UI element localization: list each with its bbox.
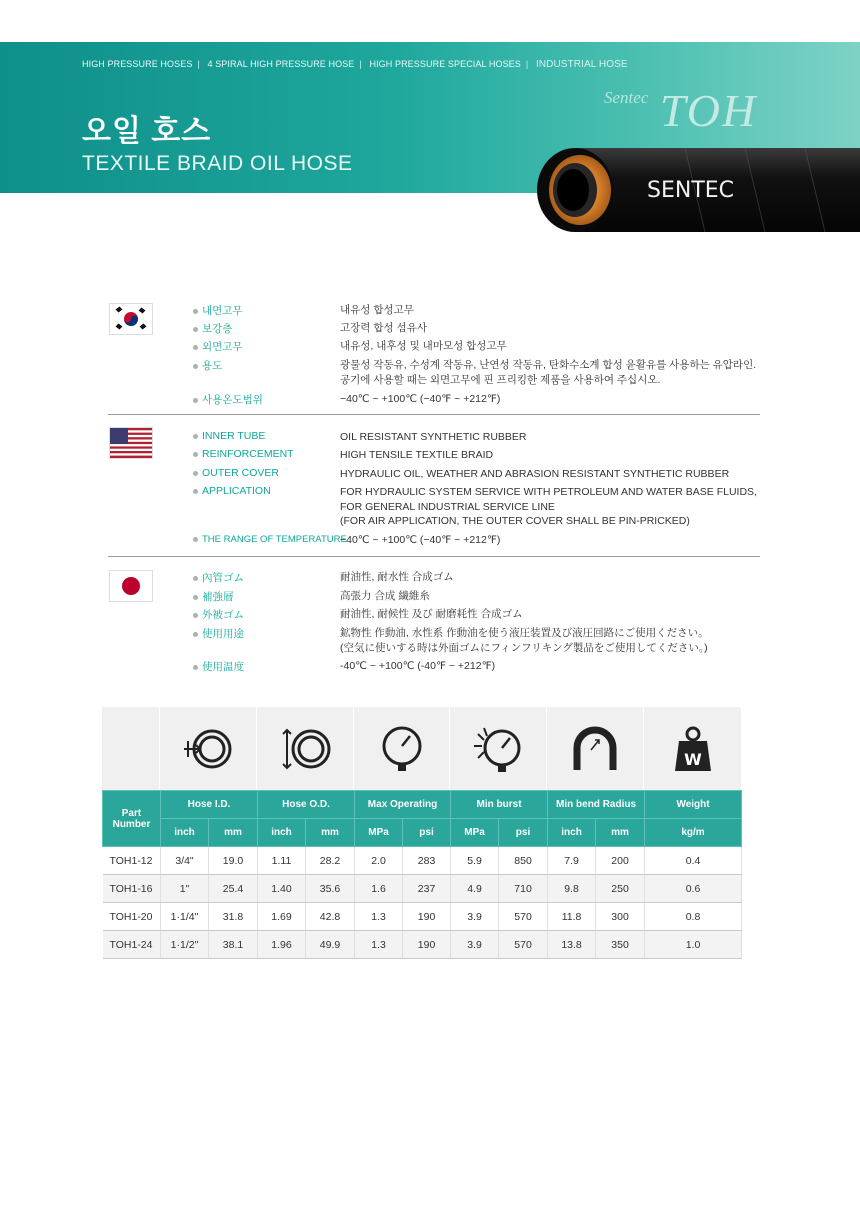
table-row xyxy=(103,931,742,959)
spec-label: 용도 xyxy=(202,360,223,372)
table-cell: 350 xyxy=(596,931,645,959)
page-title-korean: 오일 호스 xyxy=(82,115,212,148)
spec-label: 使用用途 xyxy=(202,628,244,640)
table-cell: 1.40 xyxy=(258,875,306,903)
breadcrumb-item[interactable]: 4 SPIRAL HIGH PRESSURE HOSE xyxy=(207,59,355,69)
spec-row xyxy=(193,533,501,546)
spec-row xyxy=(193,570,454,585)
spec-value: 鉱物性 作動油, 水性系 作動油を使う液圧装置及び液圧回路にご使用ください。 (空気に使いする時は外面ゴムにフィンフリキング製品をご使用してください。) xyxy=(340,627,709,654)
table-cell: 1·1/4" xyxy=(161,903,209,931)
spec-value: 高張力 合成 繊維糸 xyxy=(340,590,430,602)
column-group-header: Max Operating xyxy=(355,791,451,819)
spec-value: -40℃ ~ +100℃ (-40℉ ~ +212℉) xyxy=(340,660,496,672)
burst-pressure-gauge-icon xyxy=(450,707,547,790)
unit-header: psi xyxy=(403,819,451,847)
spec-value: 내유성, 내후성 및 내마모성 합성고무 xyxy=(340,340,507,352)
table-cell: 190 xyxy=(403,931,451,959)
table-cell: 570 xyxy=(499,903,548,931)
spec-value: FOR HYDRAULIC SYSTEM SERVICE WITH PETROLEUM AND WATER BASE FLUIDS, FOR GENERAL INDUSTRIAL SERVICE LINE (FOR AIR APPLICATION, THE OUTER COVER SHALL BE PIN-PRICKED) xyxy=(340,486,757,527)
table-cell: TOH1-12 xyxy=(103,847,161,875)
table-cell: 1" xyxy=(161,875,209,903)
spec-row xyxy=(193,626,709,654)
spec-value: HIGH TENSILE TEXTILE BRAID xyxy=(340,449,494,461)
table-row xyxy=(103,903,742,931)
table-cell: 0.8 xyxy=(645,903,742,931)
spec-row xyxy=(193,303,414,318)
spec-row xyxy=(193,448,494,461)
table-cell: 4.9 xyxy=(451,875,499,903)
unit-header: psi xyxy=(499,819,548,847)
table-row xyxy=(103,875,742,903)
spec-row xyxy=(193,467,730,480)
unit-header: kg/m xyxy=(645,819,742,847)
spec-row xyxy=(193,339,507,354)
table-cell: 49.9 xyxy=(306,931,355,959)
breadcrumb-item-active[interactable]: INDUSTRIAL HOSE xyxy=(535,59,628,70)
unit-header: inch xyxy=(258,819,306,847)
spec-value: HYDRAULIC OIL, WEATHER AND ABRASION RESISTANT SYNTHETIC RUBBER xyxy=(340,468,730,480)
spec-label: APPLICATION xyxy=(202,485,271,497)
table-cell: TOH1-24 xyxy=(103,931,161,959)
table-cell: 35.6 xyxy=(306,875,355,903)
spec-value: 耐油性, 耐候性 及び 耐磨耗性 合成ゴム xyxy=(340,608,523,620)
spec-value: 광물성 작동유, 수성계 작동유, 난연성 작동유, 탄화수소계 합성 윤활유를 사용하는 유압라인. 공기에 사용할 때는 외면고무에 핀 프리킹한 제품을 사용하여 주십시오. xyxy=(340,359,757,386)
svg-text:W: W xyxy=(683,749,702,769)
table-cell: 1.0 xyxy=(645,931,742,959)
table-cell: 3.9 xyxy=(451,903,499,931)
table-cell: 200 xyxy=(596,847,645,875)
table-cell: 283 xyxy=(403,847,451,875)
spec-row xyxy=(193,430,527,443)
column-group-header: Hose O.D. xyxy=(258,791,355,819)
table-cell: 570 xyxy=(499,931,548,959)
brand-name: Sentec xyxy=(604,88,649,107)
table-cell: 710 xyxy=(499,875,548,903)
spec-row xyxy=(193,607,523,622)
table-cell: 300 xyxy=(596,903,645,931)
spec-label: THE RANGE OF TEMPERATURE xyxy=(202,534,347,545)
table-cell: 850 xyxy=(499,847,548,875)
hose-inner-diameter-icon xyxy=(160,707,257,790)
table-cell: 250 xyxy=(596,875,645,903)
spec-value: −40℃ ~ +100℃ (−40℉ ~ +212℉) xyxy=(340,393,501,405)
column-group-header: Min burst xyxy=(451,791,548,819)
table-cell: 2.0 xyxy=(355,847,403,875)
spec-label: 내면고무 xyxy=(202,305,243,317)
table-cell: 1·1/2" xyxy=(161,931,209,959)
table-cell: 0.4 xyxy=(645,847,742,875)
table-cell: 9.8 xyxy=(548,875,596,903)
hose-brand-label: SENTEC xyxy=(647,178,735,203)
table-cell: 3/4" xyxy=(161,847,209,875)
breadcrumb-item[interactable]: HIGH PRESSURE SPECIAL HOSES xyxy=(369,59,521,69)
spec-label: 보강층 xyxy=(202,323,233,335)
spec-label: 內管ゴム xyxy=(202,572,244,584)
page-title-english: TEXTILE BRAID OIL HOSE xyxy=(82,152,353,175)
hose-outer-diameter-icon xyxy=(257,707,354,790)
spec-row xyxy=(193,321,427,336)
spec-row xyxy=(193,589,430,604)
spec-label: INNER TUBE xyxy=(202,430,266,442)
column-group-header: Min bend Radius xyxy=(548,791,645,819)
spec-value: 고장력 합성 섬유사 xyxy=(340,322,427,334)
table-cell: 1.3 xyxy=(355,931,403,959)
part-number-header: Part Number xyxy=(103,791,161,847)
weight-icon xyxy=(644,707,741,790)
table-row xyxy=(103,847,742,875)
table-cell: TOH1-16 xyxy=(103,875,161,903)
usa-flag-icon xyxy=(109,427,153,459)
spec-data-table xyxy=(102,790,742,959)
spec-label: OUTER COVER xyxy=(202,467,280,479)
table-cell: 28.2 xyxy=(306,847,355,875)
spec-label: 使用温度 xyxy=(202,661,244,673)
unit-header: MPa xyxy=(451,819,499,847)
spec-table xyxy=(102,707,741,959)
table-cell: 3.9 xyxy=(451,931,499,959)
section-divider xyxy=(108,556,760,557)
table-cell: 42.8 xyxy=(306,903,355,931)
unit-header: MPa xyxy=(355,819,403,847)
unit-header: inch xyxy=(161,819,209,847)
table-cell: 13.8 xyxy=(548,931,596,959)
table-cell: 1.11 xyxy=(258,847,306,875)
spec-value: 내유성 합성고무 xyxy=(340,304,414,316)
spec-row xyxy=(193,358,757,386)
table-cell: 25.4 xyxy=(209,875,258,903)
spec-label: 사용온도범위 xyxy=(202,394,263,406)
table-cell: 19.0 xyxy=(209,847,258,875)
section-divider xyxy=(108,414,760,415)
table-cell: 1.96 xyxy=(258,931,306,959)
table-icon-row xyxy=(102,707,741,790)
table-cell: 11.8 xyxy=(548,903,596,931)
table-cell: 31.8 xyxy=(209,903,258,931)
japan-flag-icon xyxy=(109,570,153,602)
table-cell: 7.9 xyxy=(548,847,596,875)
table-cell: TOH1-20 xyxy=(103,903,161,931)
spec-row xyxy=(193,392,501,407)
spec-label: 외면고무 xyxy=(202,341,243,353)
spec-value: −40℃ ~ +100℃ (−40℉ ~ +212℉) xyxy=(340,534,501,546)
brand-logo: TOH xyxy=(660,85,758,136)
spec-label: 外被ゴム xyxy=(202,609,244,621)
spec-value: 耐油性, 耐水性 合成ゴム xyxy=(340,571,454,583)
table-cell: 0.6 xyxy=(645,875,742,903)
table-cell: 1.6 xyxy=(355,875,403,903)
unit-header: mm xyxy=(596,819,645,847)
pressure-gauge-icon xyxy=(354,707,450,790)
bend-radius-icon xyxy=(547,707,644,790)
table-cell: 237 xyxy=(403,875,451,903)
breadcrumb: HIGH PRESSURE HOSES | 4 SPIRAL HIGH PRESSURE HOSE | HIGH PRESSURE SPECIAL HOSES | INDUSTRIAL HOSE xyxy=(82,59,628,70)
unit-header: mm xyxy=(209,819,258,847)
spec-row xyxy=(193,659,496,674)
spec-value: OIL RESISTANT SYNTHETIC RUBBER xyxy=(340,431,527,443)
table-cell: 1.69 xyxy=(258,903,306,931)
table-cell: 5.9 xyxy=(451,847,499,875)
table-cell: 190 xyxy=(403,903,451,931)
spec-row xyxy=(193,485,757,527)
column-group-header: Hose I.D. xyxy=(161,791,258,819)
spec-label: 補強層 xyxy=(202,591,234,603)
unit-header: mm xyxy=(306,819,355,847)
korea-flag-icon xyxy=(109,303,153,335)
hose-illustration xyxy=(535,140,860,240)
table-cell: 38.1 xyxy=(209,931,258,959)
table-cell: 1.3 xyxy=(355,903,403,931)
column-group-header: Weight xyxy=(645,791,742,819)
breadcrumb-item[interactable]: HIGH PRESSURE HOSES xyxy=(82,59,193,69)
spec-label: REINFORCEMENT xyxy=(202,448,294,460)
unit-header: inch xyxy=(548,819,596,847)
